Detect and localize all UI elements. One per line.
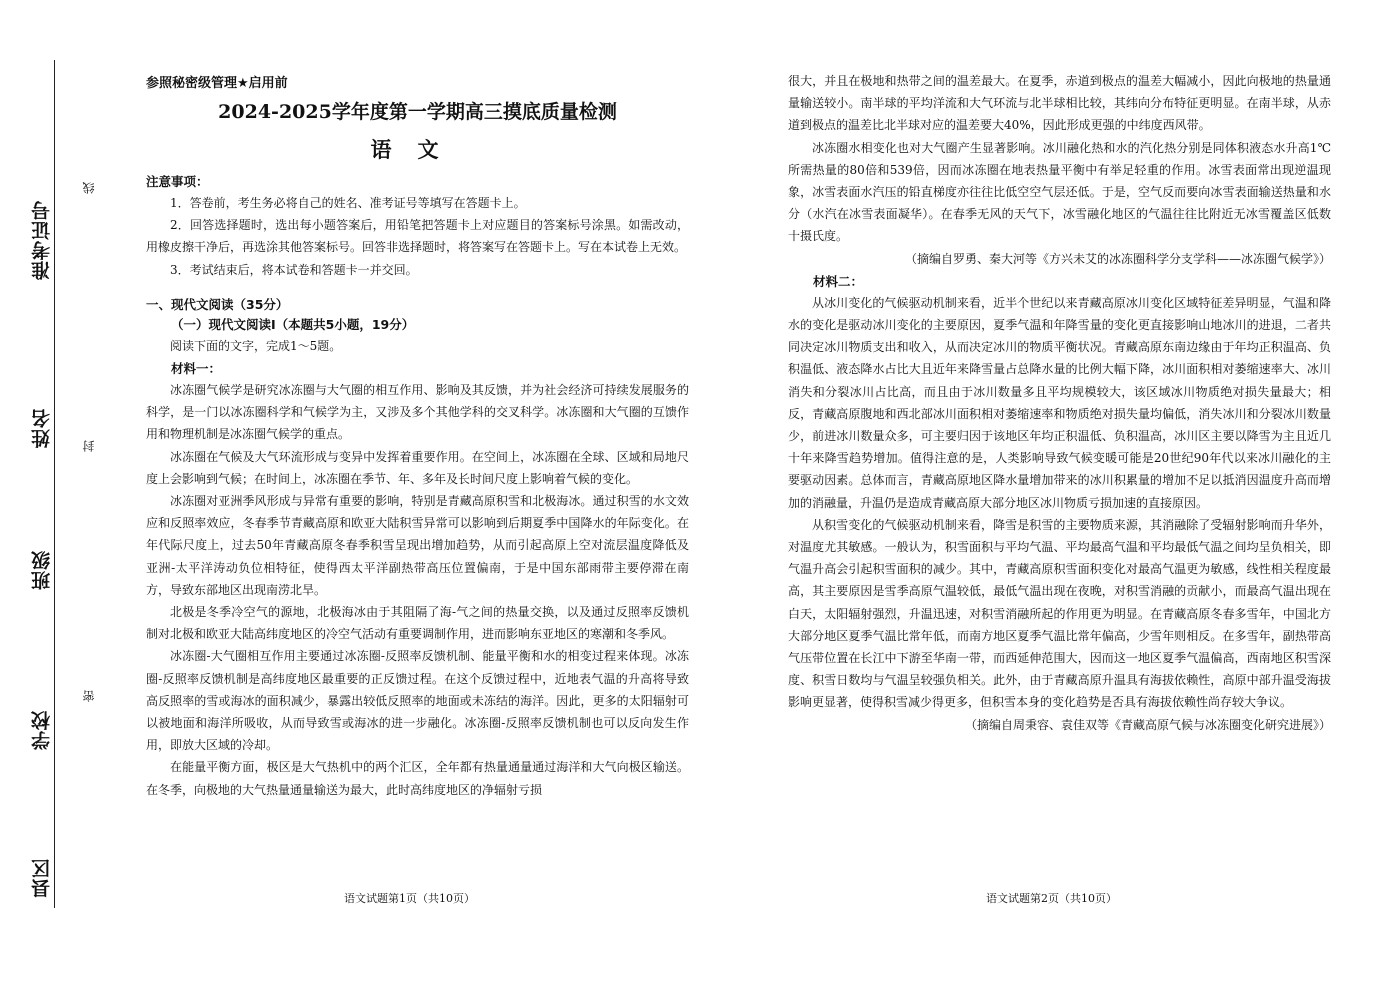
subject-title: 语文 — [370, 138, 465, 162]
material-label: 材料二： — [813, 273, 864, 289]
page-left — [146, 72, 689, 801]
mark-secret: 密 — [82, 690, 96, 702]
notice-item: 3．考试结束后，将本试卷和答题卡一并交回。 — [170, 262, 418, 277]
instruction: 阅读下面的文字，完成1～5题。 — [170, 338, 342, 353]
page-footer-right: 语文试题第2页（共10页） — [986, 892, 1117, 905]
page-right — [788, 70, 1331, 736]
notice-heading: 注意事项： — [146, 174, 209, 189]
material-label: 材料一： — [171, 361, 222, 377]
paragraph: 冰冻圈气候学是研究冰冻圈与大气圈的相互作用、影响及其反馈，并为社会经济可持续发展服务的科学，是一门以冰冻圈科学和气候学为主，又涉及多个其他学科的交叉科学。冰冻圈和大气圈的互馈作用和物理机制是冰冻圈气候学的重点。 — [146, 383, 689, 442]
paragraph: 在能量平衡方面，极区是大气热机中的两个汇区，全年都有热量通量通过海洋和大气向极区输送。在冬季，向极地的大气热量通量输送为最大，此时高纬度地区的净辐射亏损 — [146, 760, 689, 797]
binding-line — [54, 60, 55, 908]
source-citation: （摘编自罗勇、秦大河等《方兴未艾的冰冻圈科学分支学科——冰冻圈气候学》） — [904, 251, 1331, 266]
notice-item: 1．答卷前，考生务必将自己的姓名、准考证号等填写在答题卡上。 — [170, 196, 526, 210]
source-citation: （摘编自周秉容、袁佳双等《青藏高原气候与冰冻圈变化研究进展》） — [964, 717, 1331, 732]
label-district: 县区 — [31, 858, 53, 898]
paragraph: 北极是冬季冷空气的源地，北极海冰由于其阻隔了海-气之间的热量交换，以及通过反照率反馈机制对北极和欧亚大陆高纬度地区的冷空气活动有重要调制作用，进而影响东亚地区的寒潮和冬季风。 — [146, 605, 689, 642]
paragraph: 冰冻圈对亚洲季风形成与异常有重要的影响，特别是青藏高原积雪和北极海冰。通过积雪的水文效应和反照率效应，冬春季节青藏高原和欧亚大陆积雪异常可以影响到后期夏季中国降水的年际变化。在年代际尺度上，过去50年青藏高原冬春季积雪呈现出增加趋势，从而引起高原上空对流层温度降低及亚洲-太平洋涛动负位相特征，使得西太平洋副热带高压位置偏南，于是中国东部雨带主要停滞在南方，导致东部地区出现南涝北旱。 — [146, 494, 689, 597]
label-class: 班级 — [31, 550, 53, 590]
label-exam-number: 准考证号 — [31, 200, 53, 280]
section-heading: 一、现代文阅读（35分） — [146, 296, 289, 312]
secret-label: 参照秘密级管理★启用前 — [146, 76, 288, 91]
label-school: 学校 — [31, 710, 53, 750]
paragraph: 很大，并且在极地和热带之间的温差最大。在夏季，赤道到极点的温差大幅减小，因此向极地的热量通量输送较小。南半球的平均洋流和大气环流与北半球相比较，其纬向分布特征更明显。在南半球，从赤道到极点的温差比北半球对应的温差要大40%，因此形成更强的中纬度西风带。 — [788, 74, 1331, 133]
exam-title: 2024-2025学年度第一学期高三摸底质量检测 — [218, 101, 617, 123]
paragraph: 从积雪变化的气候驱动机制来看，降雪是积雪的主要物质来源，其消融除了受辐射影响而升华外，对温度尤其敏感。一般认为，积雪面积与平均气温、平均最高气温和平均最低气温之间均呈负相关，即气温升高会引起积雪面积的减少。其中，青藏高原积雪面积变化对最高气温更为敏感，线性相关程度最高，其主要原因是雪季高原气温较低，最低气温出现在夜晚，对积雪消融的贡献小，而最高气温出现在白天，太阳辐射强烈，升温迅速，对积雪消融所起的作用更为明显。在青藏高原冬春多雪年，中国北方大部分地区夏季气温比常年低，而南方地区夏季气温比常年偏高，少雪年则相反。在多雪年，副热带高气压带位置在长江中下游至华南一带，而西延伸范围大，因而这一地区夏季气温偏高，西南地区积雪深度、积雪日数均与气温呈较强负相关。此外，由于青藏高原升温具有海拔依赖性，高原中部升温受海拔影响更显著，使得积雪减少得更多，但积雪本身的变化趋势是否具有海拔依赖性尚存较大争议。 — [788, 517, 1331, 710]
mark-seal: 封 — [82, 440, 96, 452]
subsection-heading: （一）现代文阅读Ⅰ（本题共5小题，19分） — [171, 316, 415, 332]
paragraph: 冰冻圈-大气圈相互作用主要通过冰冻圈-反照率反馈机制、能量平衡和水的相变过程来体现。冰冻圈-反照率反馈机制是高纬度地区最重要的正反馈过程。在这个反馈过程中，近地表气温的升高将导致高反照率的雪或海冰的面积减少，暴露出较低反照率的地面或未冻结的海洋。因此，更多的太阳辐射可以被地面和海洋所吸收，从而导致雪或海冰的进一步融化。冰冻圈-反照率反馈机制也可以反向发生作用，即放大区域的冷却。 — [146, 649, 689, 753]
notice-item: 2．回答选择题时，选出每小题答案后，用铅笔把答题卡上对应题目的答案标号涂黑。如需改动，用橡皮擦干净后，再选涂其他答案标号。回答非选择题时，将答案写在答题卡上。写在本试卷上无效。 — [146, 218, 689, 255]
mark-line: 线 — [82, 182, 96, 194]
page-footer-left: 语文试题第1页（共10页） — [344, 892, 475, 905]
label-name: 姓名 — [31, 408, 53, 448]
paragraph: 冰冻圈水相变化也对大气圈产生显著影响。冰川融化热和水的汽化热分别是同体积液态水升高1℃所需热量的80倍和539倍，因而冰冻圈在地表热量平衡中有举足轻重的作用。冰雪表面常出现逆温现象，冰雪表面水汽压的铅直梯度亦往往比低空空气层还低。于是，空气反而要向冰雪表面输送热量和水分（水汽在冰雪表面凝华）。在春季无风的天气下，冰雪融化地区的气温往往比附近无冰雪覆盖区低数十摄氏度。 — [788, 140, 1331, 244]
paragraph: 从冰川变化的气候驱动机制来看，近半个世纪以来青藏高原冰川变化区域特征差异明显，气温和降水的变化是驱动冰川变化的主要原因，夏季气温和年降雪量的变化更直接影响山地冰川的进退，二者共同决定冰川物质支出和收入，从而决定冰川的物质平衡状况。青藏高原东南边缘由于年均正积温高、负积温低、液态降水占比大且近年来降雪量占总降水量的比例大幅下降，冰川面积相对萎缩速率大、冰川消失和分裂冰川占比高，而且由于冰川数量多且平均规模较大，该区域冰川物质绝对损失量最大；相反，青藏高原腹地和西北部冰川面积相对萎缩速率和物质绝对损失量均偏低，消失冰川和分裂冰川数量少，前进冰川数量众多，可主要归因于该地区年均正积温低、负积温高，冰川区主要以降雪为主且近几十年来降雪趋势增加。值得注意的是，人类影响导致气候变暖可能是20世纪90年代以来冰川融化的主要驱动因素。总体而言，青藏高原地区降水量增加带来的冰川积累量的增加不足以抵消因温度升高而增加的消融量，升温仍是造成青藏高原大部分地区冰川物质亏损加速的直接原因。 — [788, 295, 1331, 510]
binding-strip — [0, 0, 110, 983]
paragraph: 冰冻圈在气候及大气环流形成与变异中发挥着重要作用。在空间上，冰冻圈在全球、区域和局地尺度上会影响到气候；在时间上，冰冻圈在季节、年、多年及长时间尺度上影响着气候的变化。 — [146, 449, 689, 486]
